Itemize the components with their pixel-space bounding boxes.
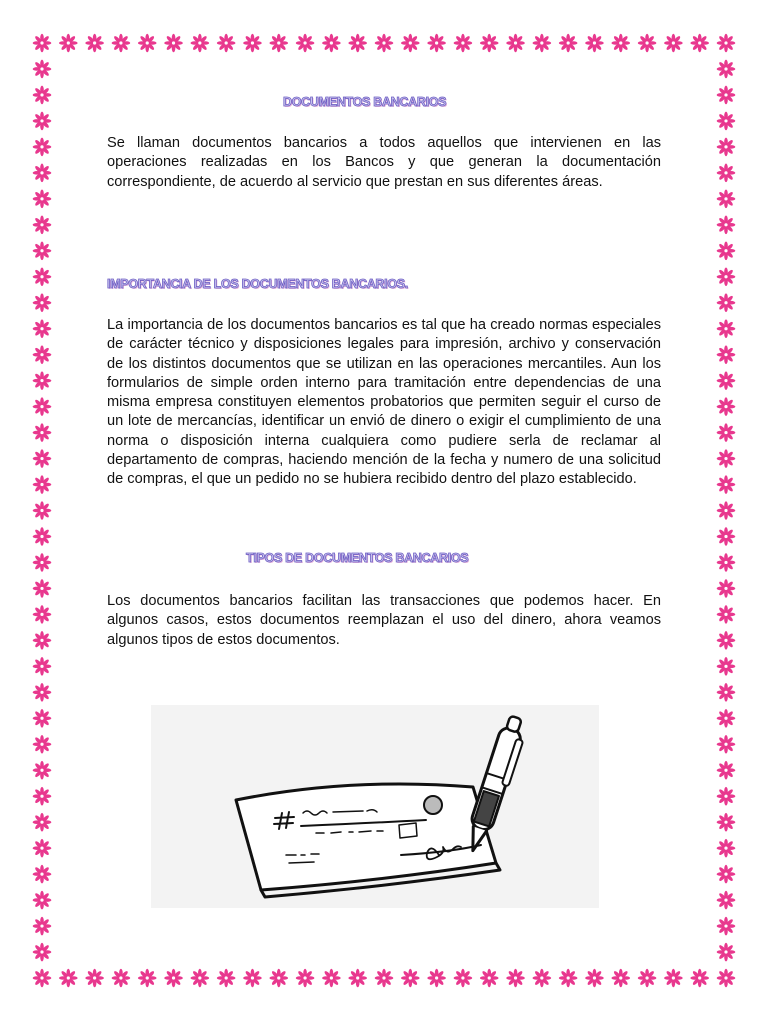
intro-paragraph: Se llaman documentos bancarios a todos aquellos que intervienen en las operaciones realizadas en los Bancos y que generan la documentación correspondiente, de acuerdo al servicio que prestan en sus diferentes áreas. [107,135,661,190]
flower-icon [717,683,736,702]
flower-icon [717,943,736,962]
flower-icon [243,34,262,53]
flower-icon [33,605,52,624]
flower-icon [33,917,52,936]
flower-icon [664,969,683,988]
flower-icon [296,969,315,988]
flower-icon [717,631,736,650]
flower-icon [33,865,52,884]
flower-icon [296,34,315,53]
flower-icon [717,267,736,286]
flower-icon [33,891,52,910]
flower-icon [33,60,52,79]
flower-icon [85,34,104,53]
flower-icon [717,735,736,754]
flower-icon [717,397,736,416]
flower-icon [33,943,52,962]
flower-icon [33,34,52,53]
flower-icon [33,631,52,650]
flower-icon [638,969,657,988]
flower-icon [112,969,131,988]
check-and-pen-icon [151,705,599,908]
flower-icon [269,969,288,988]
flower-icon [611,34,630,53]
flower-icon [33,553,52,572]
flower-icon [717,527,736,546]
flower-icon [59,969,78,988]
flower-icon [454,969,473,988]
flower-icon [717,449,736,468]
flower-icon [33,86,52,105]
flower-icon [533,34,552,53]
flower-icon [33,112,52,131]
flower-icon [33,501,52,520]
flower-icon [585,34,604,53]
flower-icon [33,423,52,442]
flower-icon [33,345,52,364]
flower-icon [717,969,736,988]
flower-icon [427,969,446,988]
flower-icon [717,501,736,520]
flower-icon [375,969,394,988]
flower-icon [33,657,52,676]
flower-icon [427,34,446,53]
flower-icon [33,527,52,546]
flower-icon [33,371,52,390]
types-paragraph: Los documentos bancarios facilitan las transacciones que podemos hacer. En algunos casos, estos documentos reemplazan el uso del dinero, ahora veamos algunos tipos de estos documentos. [107,593,661,648]
heading-importancia: IMPORTANCIA DE LOS DOCUMENTOS BANCARIOS. [107,277,408,291]
flower-icon [33,813,52,832]
flower-icon [717,216,736,235]
flower-icon [191,969,210,988]
flower-icon [717,319,736,338]
flower-icon [33,190,52,209]
flower-icon [33,475,52,494]
flower-icon [33,293,52,312]
heading-documentos-bancarios: DOCUMENTOS BANCARIOS [283,95,447,109]
flower-icon [33,969,52,988]
flower-icon [717,241,736,260]
flower-icon [217,34,236,53]
flower-icon [138,34,157,53]
flower-icon [33,735,52,754]
heading-tipos: TIPOS DE DOCUMENTOS BANCARIOS [246,551,469,565]
flower-icon [33,683,52,702]
flower-icon [243,969,262,988]
flower-icon [717,579,736,598]
flower-icon [138,969,157,988]
flower-icon [717,839,736,858]
flower-icon [717,813,736,832]
flower-icon [717,787,736,806]
flower-icon [690,34,709,53]
flower-icon [717,138,736,157]
flower-icon [33,787,52,806]
flower-icon [690,969,709,988]
check-and-pen-illustration [151,705,599,908]
flower-icon [33,579,52,598]
flower-icon [33,761,52,780]
flower-icon [269,34,288,53]
flower-icon [717,891,736,910]
flower-icon [33,216,52,235]
flower-icon [559,969,578,988]
flower-icon [717,190,736,209]
importance-paragraph: La importancia de los documentos bancarios es tal que ha creado normas especiales de carácter técnico y disposiciones legales para impresión, archivo y conservación de los distintos documentos que se utilizan en las operaciones mercantiles. Aun los formularios de simple orden interno para tramitación entre dependencias de una misma empresa constituyen elementos probatorios que permiten seguir el curso de un lote de mercancías, identificar un envió de dinero o exigir el cumplimiento de una norma o disposición interna cualquiera como pudiere serla de reclamar al departamento de compras, haciendo mención de la fecha y numero de una solicitud de compras, el que un pedido no se hubiera recibido dentro del plazo establecido. [107,317,661,488]
flower-icon [638,34,657,53]
flower-icon [717,761,736,780]
flower-icon [348,34,367,53]
flower-icon [191,34,210,53]
flower-icon [33,138,52,157]
flower-icon [559,34,578,53]
flower-icon [112,34,131,53]
flower-icon [480,969,499,988]
flower-icon [506,34,525,53]
flower-icon [717,423,736,442]
flower-icon [717,475,736,494]
flower-icon [480,34,499,53]
flower-icon [717,293,736,312]
flower-icon [322,969,341,988]
flower-icon [717,345,736,364]
flower-icon [717,605,736,624]
flower-icon [717,709,736,728]
flower-icon [348,969,367,988]
flower-icon [322,34,341,53]
flower-icon [33,449,52,468]
flower-icon [33,397,52,416]
flower-icon [717,112,736,131]
flower-icon [506,969,525,988]
flower-icon [59,34,78,53]
flower-icon [717,60,736,79]
flower-icon [33,267,52,286]
flower-icon [717,917,736,936]
flower-icon [717,553,736,572]
flower-icon [717,164,736,183]
flower-icon [717,34,736,53]
flower-icon [611,969,630,988]
flower-icon [33,241,52,260]
flower-icon [717,86,736,105]
flower-icon [85,969,104,988]
flower-icon [401,969,420,988]
flower-icon [585,969,604,988]
flower-icon [401,34,420,53]
flower-icon [664,34,683,53]
flower-icon [33,839,52,858]
flower-icon [33,164,52,183]
flower-icon [33,709,52,728]
flower-icon [33,319,52,338]
flower-icon [717,657,736,676]
flower-icon [375,34,394,53]
flower-icon [164,34,183,53]
flower-icon [717,371,736,390]
flower-icon [217,969,236,988]
flower-icon [533,969,552,988]
flower-icon [164,969,183,988]
flower-icon [454,34,473,53]
flower-icon [717,865,736,884]
